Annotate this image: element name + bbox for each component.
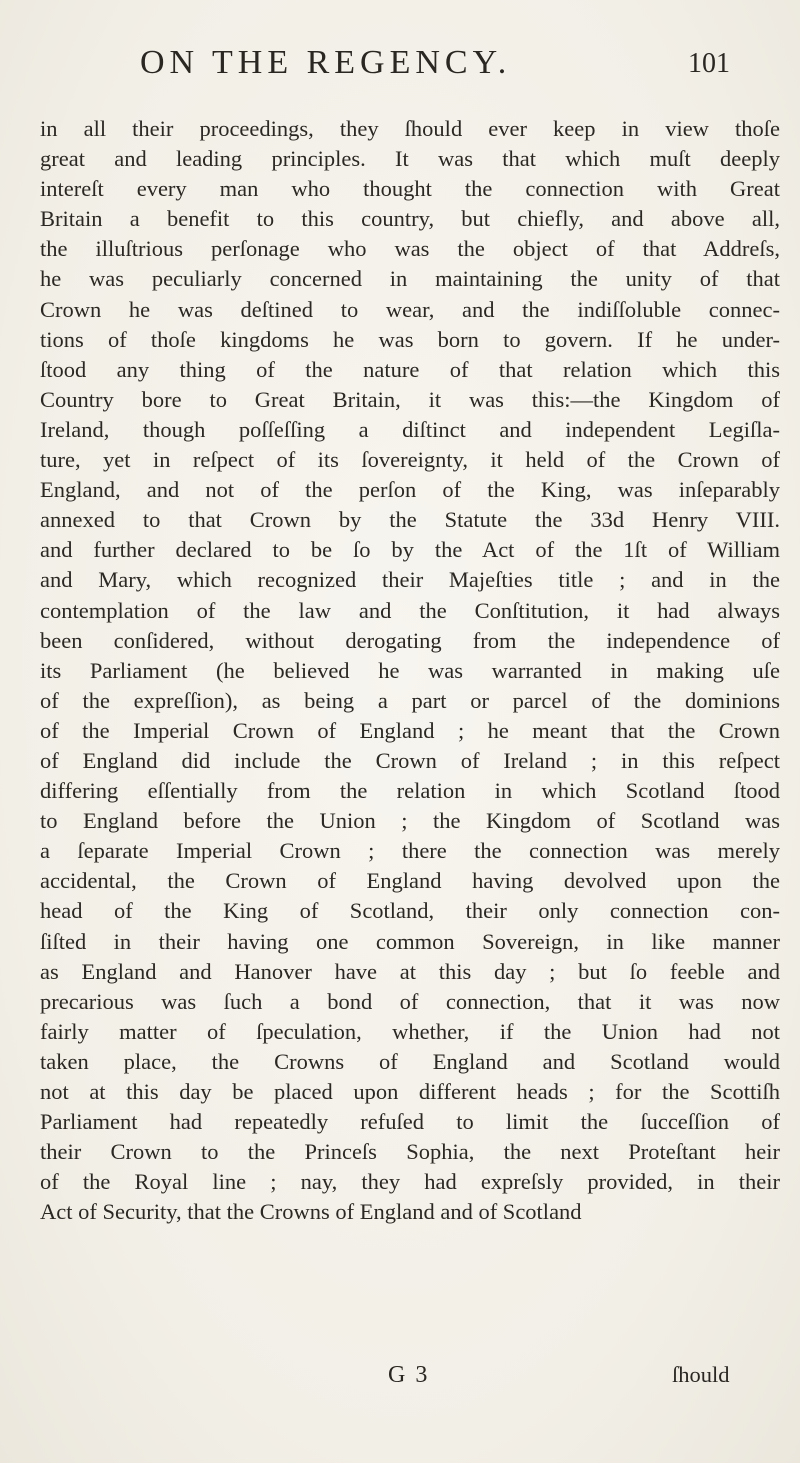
- text-line: of the Imperial Crown of England ; he meant that the Crown: [40, 717, 780, 743]
- text-line: Parliament had repeatedly refuſed to limit the ſucceſſion of: [40, 1109, 780, 1135]
- text-line: been conſidered, without derogating from the independence of: [40, 627, 780, 653]
- text-line: contemplation of the law and the Conſtitution, it had always: [40, 597, 780, 623]
- page-footer: [0, 1362, 800, 1402]
- text-line: Act of Security, that the Crowns of England and of Scotland: [40, 1199, 582, 1225]
- text-line: their Crown to the Princeſs Sophia, the next Proteſtant heir: [40, 1139, 780, 1165]
- text-line: precarious was ſuch a bond of connection, that it was now: [40, 988, 780, 1014]
- body-text: [40, 114, 780, 1227]
- text-line: accidental, the Crown of England having devolved upon the: [40, 868, 780, 894]
- text-line: Ireland, though poſſeſſing a diſtinct and independent Legiſla-: [40, 416, 780, 442]
- text-line: the illuſtrious perſonage who was the object of that Addreſs,: [40, 236, 780, 262]
- catchword: ſhould: [672, 1362, 730, 1387]
- text-line: ſiſted in their having one common Sovereign, in like manner: [40, 928, 780, 954]
- text-line: taken place, the Crowns of England and Scotland would: [40, 1048, 780, 1074]
- text-line: ture, yet in reſpect of its ſovereignty, it held of the Crown of: [40, 447, 780, 473]
- text-line: to England before the Union ; the Kingdom of Scotland was: [40, 808, 780, 834]
- page-number: 101: [688, 48, 730, 79]
- text-line: in all their proceedings, they ſhould ever keep in view thoſe: [40, 116, 780, 141]
- text-line: great and leading principles. It was that which muſt deeply: [40, 146, 780, 172]
- text-line: and further declared to be ſo by the Act of the 1ſt of William: [40, 537, 780, 563]
- text-line: Britain a benefit to this country, but chiefly, and above all,: [40, 206, 780, 232]
- text-line: head of the King of Scotland, their only connection con-: [40, 898, 780, 924]
- text-line: differing eſſentially from the relation in which Scotland ſtood: [40, 778, 780, 804]
- text-line: as England and Hanover have at this day ; but ſo feeble and: [40, 958, 780, 984]
- running-head: [0, 44, 800, 84]
- text-line: of the expreſſion), as being a part or parcel of the dominions: [40, 687, 780, 713]
- signature-mark: G 3: [388, 1362, 430, 1388]
- text-line: Country bore to Great Britain, it was this:—the Kingdom of: [40, 386, 780, 412]
- text-line: annexed to that Crown by the Statute the 33d Henry VIII.: [40, 507, 780, 533]
- text-line: of the Royal line ; nay, they had expreſsly provided, in their: [40, 1169, 780, 1195]
- text-line: he was peculiarly concerned in maintaining the unity of that: [40, 266, 780, 292]
- text-line: ſtood any thing of the nature of that relation which this: [40, 356, 780, 382]
- text-line: not at this day be placed upon different heads ; for the Scottiſh: [40, 1079, 780, 1104]
- text-line: Crown he was deſtined to wear, and the indiſſoluble connec-: [40, 296, 780, 322]
- text-line: of England did include the Crown of Ireland ; in this reſpect: [40, 747, 780, 773]
- text-line: a ſeparate Imperial Crown ; there the connection was merely: [40, 838, 780, 864]
- text-line: England, and not of the perſon of the King, was inſeparably: [40, 477, 780, 503]
- text-line: tions of thoſe kingdoms he was born to govern. If he under-: [40, 326, 780, 352]
- running-title: ON THE REGENCY.: [140, 44, 512, 81]
- text-line: its Parliament (he believed he was warranted in making uſe: [40, 657, 780, 683]
- text-line: fairly matter of ſpeculation, whether, if the Union had not: [40, 1018, 780, 1044]
- text-line: intereſt every man who thought the connection with Great: [40, 176, 780, 202]
- text-line: and Mary, which recognized their Majeſties title ; and in the: [40, 567, 780, 593]
